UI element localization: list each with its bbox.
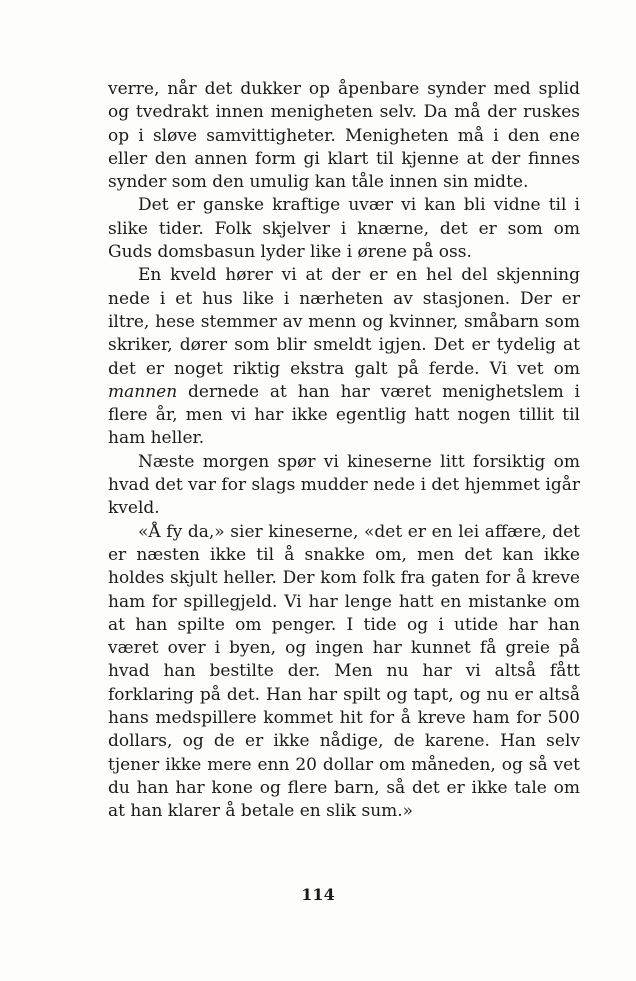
paragraph-3-emphasis: mannen xyxy=(108,381,178,402)
paragraph-3-end: dernede at han har været menighetslem i flere år, men vi har ikke egentlig hatt nogen tillit til ham heller. xyxy=(108,381,580,449)
body-text xyxy=(108,78,580,824)
paragraph-3 xyxy=(108,264,580,450)
paragraph-3-start: En kveld hører vi at der er en hel del skjenning nede i et hus like i nærheten av stasjonen. Der er iltre, hese stemmer av menn og kvinner, småbarn som skriker, dører som blir smeldt igjen. Det er tydelig at det er noget riktig ekstra galt på ferde. Vi vet om xyxy=(108,265,580,379)
paragraph-1: verre, når det dukker op åpenbare synder med splid og tvedrakt innen menigheten selv. Da må der ruskes op i sløve samvittigheter. Menigheten må i den ene eller den annen form gi klart til kjenne at der finnes synder som den umulig kan tåle innen sin midte. xyxy=(108,79,580,193)
paragraph-4: Næste morgen spør vi kineserne litt forsiktig om hvad det var for slags mudder nede i det hjemmet igår kveld. xyxy=(108,451,580,519)
paragraph-2: Det er ganske kraftige uvær vi kan bli vidne til i slike tider. Folk skjelver i knærne, det er som om Guds domsbasun lyder like i ørene på oss. xyxy=(108,195,580,263)
page-number: 114 xyxy=(301,885,335,904)
paragraph-5: «Å fy da,» sier kineserne, «det er en lei affære, det er næsten ikke til å snakke om, men det kan ikke holdes skjult heller. Der kom folk fra gaten for å kreve ham for spillegjeld. Vi har lenge hatt en mistanke om at han spilte om penger. I tide og i utide har han været over i byen, og ingen har kunnet få greie på hvad han bestilte der. Men nu har vi altså fått forklaring på det. Han har spilt og tapt, og nu er altså hans medspillere kommet hit for å kreve ham for 500 dollars, og de er ikke nådige, de karene. Han selv tjener ikke mere enn 20 dollar om måneden, og så vet du han har kone og flere barn, så det er ikke tale om at han klarer å betale en slik sum.» xyxy=(108,521,580,822)
